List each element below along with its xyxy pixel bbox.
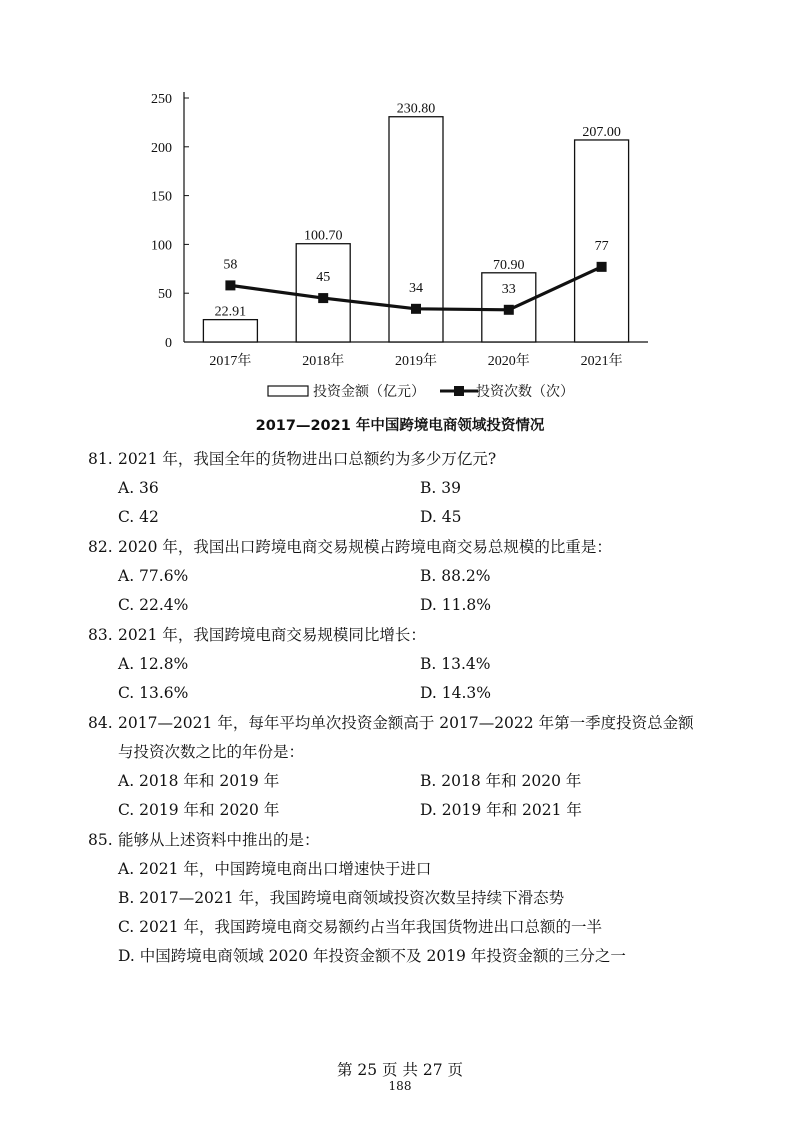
bar: [203, 320, 257, 342]
question-83: [88, 621, 728, 708]
question-text: 2021 年，我国全年的货物进出口总额约为多少万亿元?: [118, 450, 497, 468]
count-point: [225, 280, 235, 290]
option-c: C. 13.6%: [118, 684, 189, 702]
count-point: [504, 305, 514, 315]
option-c: C. 2021 年，我国跨境电商交易额约占当年我国货物进出口总额的一半: [118, 918, 603, 936]
question-number: 83.: [88, 626, 113, 644]
bar-value-label: 70.90: [493, 257, 525, 273]
option-c: C. 22.4%: [118, 596, 189, 614]
question-85: [88, 826, 728, 971]
x-tick-label: 2017年: [209, 354, 252, 369]
x-tick-label: 2021年: [580, 354, 623, 369]
chart-caption: 2017—2021 年中国跨境电商领域投资情况: [255, 418, 545, 434]
legend-line-label: 投资次数（次）: [476, 385, 574, 400]
option-b: B. 2018 年和 2020 年: [420, 772, 582, 790]
bar-value-label: 100.70: [303, 228, 343, 244]
option-b: B. 39: [420, 479, 461, 497]
option-a: A. 2021 年，中国跨境电商出口增速快于进口: [118, 860, 432, 878]
question-text: 能够从上述资料中推出的是：: [118, 831, 320, 849]
option-d: D. 11.8%: [420, 596, 491, 614]
y-tick-label: 50: [158, 287, 172, 303]
option-a: A. 12.8%: [118, 655, 189, 673]
question-text-cont: 与投资次数之比的年份是：: [118, 743, 305, 761]
option-d: D. 2019 年和 2021 年: [420, 801, 582, 819]
legend-bar-label: 投资金额（亿元）: [313, 385, 425, 400]
y-tick-label: 150: [151, 189, 172, 205]
bar-value-label: 207.00: [582, 124, 621, 140]
question-81: [88, 445, 728, 532]
question-84: [88, 709, 728, 825]
option-a: A. 2018 年和 2019 年: [118, 772, 280, 790]
question-number: 85.: [88, 831, 113, 849]
question-text: 2020 年，我国出口跨境电商交易规模占跨境电商交易总规模的比重是：: [118, 538, 612, 556]
x-tick-label: 2018年: [302, 354, 345, 369]
x-tick-label: 2020年: [487, 354, 530, 369]
option-d: D. 45: [420, 508, 462, 526]
count-value-label: 33: [501, 281, 516, 297]
question-82: [88, 533, 728, 620]
option-c: C. 2019 年和 2020 年: [118, 801, 280, 819]
option-c: C. 42: [118, 508, 159, 526]
question-text: 2017—2021 年，每年平均单次投资金额高于 2017—2022 年第一季度投资总金额: [118, 714, 694, 732]
x-tick-label: 2019年: [395, 354, 437, 369]
count-value-label: 34: [409, 280, 423, 296]
option-a: A. 77.6%: [118, 567, 189, 585]
y-tick-label: 200: [151, 140, 172, 156]
y-tick-label: 100: [151, 238, 172, 254]
option-b: B. 88.2%: [420, 567, 491, 585]
option-a: A. 36: [118, 479, 159, 497]
option-b: B. 13.4%: [420, 655, 491, 673]
bar-value-label: 230.80: [396, 101, 436, 117]
y-tick-label: 250: [151, 92, 172, 107]
question-text: 2021 年，我国跨境电商交易规模同比增长：: [118, 626, 426, 644]
option-d: D. 中国跨境电商领域 2020 年投资金额不及 2019 年投资金额的三分之一: [118, 947, 626, 965]
count-point: [411, 304, 421, 314]
page-number: 188: [388, 1079, 412, 1093]
bar: [296, 244, 350, 342]
y-tick-label: 0: [165, 336, 172, 351]
legend-line-marker: [454, 386, 464, 396]
count-value-label: 45: [316, 270, 331, 286]
question-number: 82.: [88, 538, 113, 556]
count-value-label: 77: [594, 238, 609, 254]
option-d: D. 14.3%: [420, 684, 491, 702]
count-point: [318, 293, 328, 303]
question-number: 84.: [88, 714, 113, 732]
count-point: [597, 262, 607, 272]
page-footer: 第 25 页 共 27 页: [336, 1061, 464, 1079]
question-number: 81.: [88, 450, 113, 468]
legend-bar-swatch: [268, 386, 308, 396]
option-b: B. 2017—2021 年，我国跨境电商领域投资次数呈持续下滑态势: [118, 889, 565, 907]
bar-value-label: 22.91: [214, 304, 247, 320]
count-value-label: 58: [223, 257, 238, 273]
investment-chart: [0, 0, 800, 410]
